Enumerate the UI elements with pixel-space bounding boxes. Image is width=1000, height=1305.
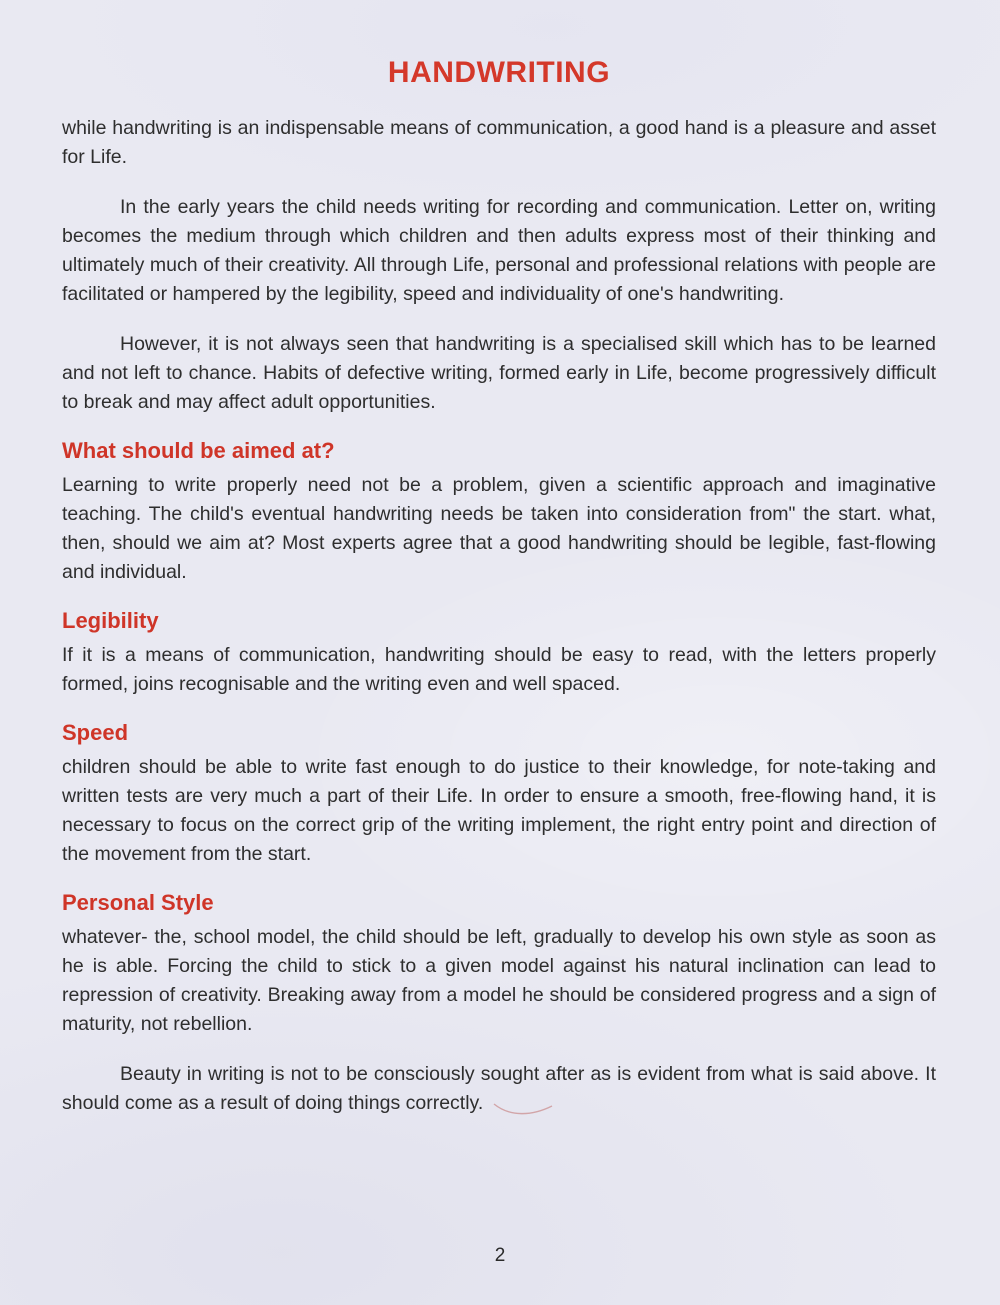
section-heading: Personal Style xyxy=(62,890,214,915)
page-title: HANDWRITING xyxy=(387,56,611,89)
document-content xyxy=(62,114,936,1118)
body-paragraph: while handwriting is an indispensable means of communication, a good hand is a pleasure and asset for Life. xyxy=(62,117,936,168)
body-paragraph: Learning to write properly need not be a problem, given a scientific approach and imaginative teaching. The child's eventual handwriting needs be taken into consideration from" the start. what, then, should we aim at? Most experts agree that a good handwriting should be legible, fast-flowing and individual. xyxy=(62,474,936,583)
section-heading: Legibility xyxy=(62,608,159,633)
body-paragraph: However, it is not always seen that handwriting is a specialised skill which has to be learned and not left to chance. Habits of defective writing, formed early in Life, become progressively difficult to break and may affect adult opportunities. xyxy=(62,333,936,413)
section-heading: What should be aimed at? xyxy=(62,438,335,463)
section-heading: Speed xyxy=(62,720,129,745)
body-paragraph: children should be able to write fast enough to do justice to their knowledge, for note-taking and written tests are very much a part of their Life. In order to ensure a smooth, free-flowing hand, it is necessary to focus on the correct grip of the writing implement, the right entry point and direction of the movement from the start. xyxy=(62,756,936,865)
body-paragraph: Beauty in writing is not to be consciously sought after as is evident from what is said above. It should come as a result of doing things correctly. xyxy=(62,1063,936,1114)
body-paragraph: In the early years the child needs writing for recording and communication. Letter on, writing becomes the medium through which children and then adults express most of their thinking and ultimately much of their creativity. All through Life, personal and professional relations with people are facilitated or hampered by the legibility, speed and individuality of one's handwriting. xyxy=(62,196,936,305)
page-number: 2 xyxy=(494,1245,506,1266)
body-paragraph: If it is a means of communication, handwriting should be easy to read, with the letters properly formed, joins recognisable and the writing even and well spaced. xyxy=(62,644,936,695)
body-paragraph: whatever- the, school model, the child should be left, gradually to develop his own style as soon as he is able. Forcing the child to stick to a given model against his natural inclination can lead to repression of creativity. Breaking away from a model he should be considered progress and a sign of maturity, not rebellion. xyxy=(62,926,936,1035)
